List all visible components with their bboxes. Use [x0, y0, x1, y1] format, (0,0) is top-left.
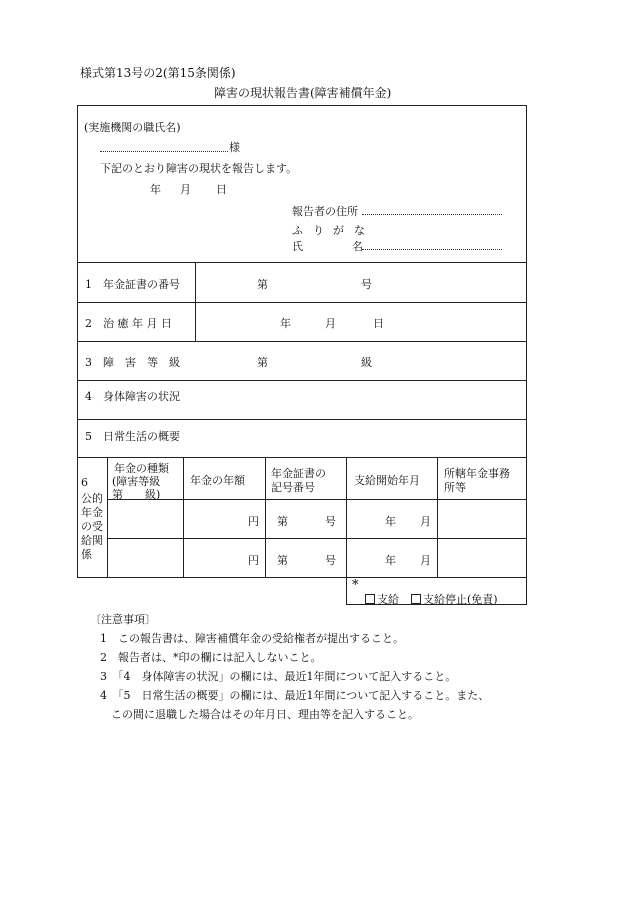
status-option-payment[interactable]: 支給 [365, 591, 399, 607]
status-asterisk: * [352, 578, 359, 593]
address-label: 報告者の住所 [292, 205, 358, 218]
notes-heading: 〔注意事項〕 [90, 613, 156, 626]
official-label: (実施機関の職氏名) [84, 121, 181, 134]
name-field[interactable] [362, 249, 502, 250]
form-number: 様式第13号の2(第15条関係) [80, 66, 236, 80]
note-item: 3 「4 身体障害の状況」の欄には、最近1年間について記入すること。 [100, 670, 457, 683]
checkbox-payment[interactable] [365, 594, 375, 604]
row2-label: 2 治 癒 年 月 日 [85, 317, 172, 330]
statement: 下記のとおり障害の現状を報告します。 [100, 162, 298, 175]
row4-label: 4 身体障害の状況 [85, 390, 180, 403]
date-year: 年 [150, 183, 161, 196]
page-title: 障害の現状報告書(障害補償年金) [214, 86, 392, 100]
row1-dai: 第 [257, 278, 268, 291]
row1-label: 1 年金証書の番号 [85, 278, 180, 291]
row5-label: 5 日常生活の概要 [85, 430, 180, 443]
note-item: 1 この報告書は、障害補償年金の受給権者が提出すること。 [100, 632, 404, 645]
date-month: 月 [180, 183, 191, 196]
official-field[interactable] [100, 151, 228, 152]
row3-label: 3 障 害 等 級 [85, 356, 180, 369]
checkbox-suspended[interactable] [411, 594, 421, 604]
row2-year: 年 [280, 317, 291, 330]
date-day: 日 [216, 183, 227, 196]
note-item: 2 報告者は、*印の欄には記入しないこと。 [100, 651, 322, 664]
header-start: 支給開始年月 [354, 474, 420, 487]
row3-dai: 第 [257, 356, 268, 369]
row1-go: 号 [361, 278, 372, 291]
header-amount: 年金の年額 [190, 474, 245, 487]
note-item: この間に退職した場合はその年月日、理由等を記入すること。 [100, 708, 419, 721]
status-option-suspended[interactable]: 支給停止(免責) [411, 591, 498, 607]
address-field[interactable] [362, 214, 502, 215]
note-item: 4 「5 日常生活の概要」の欄には、最近1年間について記入すること。また、 [100, 689, 490, 702]
row2-day: 日 [373, 317, 384, 330]
row2-month: 月 [325, 317, 336, 330]
honorific: 様 [229, 141, 240, 154]
row3-kyu: 級 [361, 356, 372, 369]
